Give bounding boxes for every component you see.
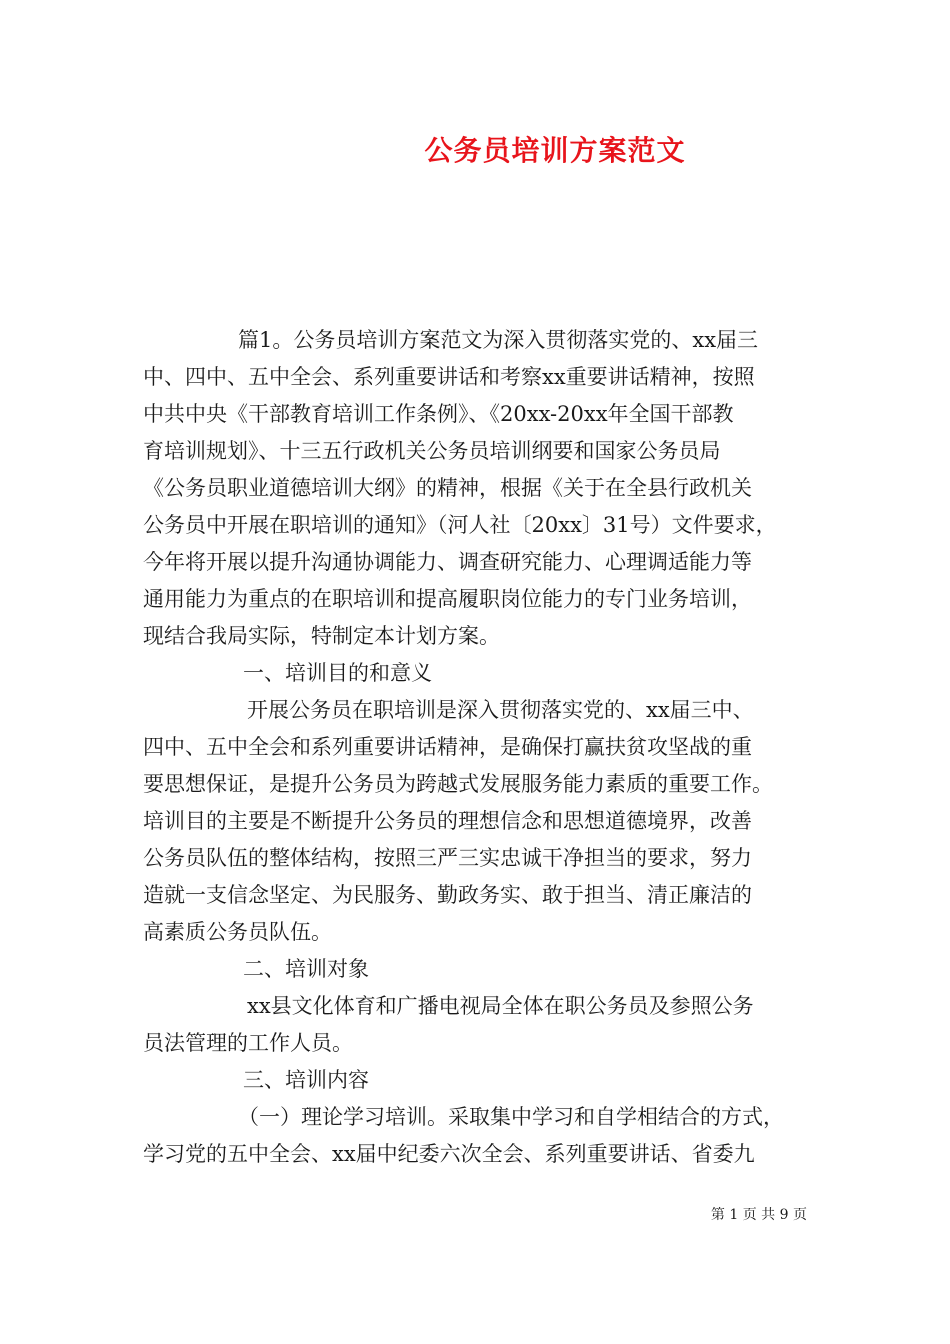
page-title: 公务员培训方案范文 xyxy=(424,134,686,167)
body-line: 《公务员职业道德培训大纲》的精神，根据《关于在全县行政机关 xyxy=(143,476,752,500)
body-line: 现结合我局实际，特制定本计划方案。 xyxy=(143,624,500,648)
body-line: 通用能力为重点的在职培训和提高履职岗位能力的专门业务培训， xyxy=(143,587,752,611)
body-line: 篇1。公务员培训方案范文为深入贯彻落实党的、xx届三 xyxy=(238,328,759,352)
body-line: xx县文化体育和广播电视局全体在职公务员及参照公务 xyxy=(247,994,754,1018)
section-heading: 三、培训内容 xyxy=(243,1068,369,1092)
body-line: （一）理论学习培训。采取集中学习和自学相结合的方式， xyxy=(238,1105,784,1129)
body-line: 开展公务员在职培训是深入贯彻落实党的、xx届三中、 xyxy=(247,698,754,722)
body-line: 今年将开展以提升沟通协调能力、调查研究能力、心理调适能力等 xyxy=(143,550,752,574)
section-heading: 一、培训目的和意义 xyxy=(243,661,432,685)
body-line: 育培训规划》、十三五行政机关公务员培训纲要和国家公务员局 xyxy=(143,439,721,463)
body-line: 培训目的主要是不断提升公务员的理想信念和思想道德境界，改善 xyxy=(143,809,752,833)
page-number-footer: 第 1 页 共 9 页 xyxy=(710,1207,807,1223)
document-body xyxy=(143,322,833,1173)
body-line: 造就一支信念坚定、为民服务、勤政务实、敢于担当、清正廉洁的 xyxy=(143,883,752,907)
body-line: 要思想保证，是提升公务员为跨越式发展服务能力素质的重要工作。 xyxy=(143,772,773,796)
body-line: 学习党的五中全会、xx届中纪委六次全会、系列重要讲话、省委九 xyxy=(143,1142,755,1166)
body-line: 中、四中、五中全会、系列重要讲话和考察xx重要讲话精神，按照 xyxy=(143,365,755,389)
body-line: 中共中央《干部教育培训工作条例》、《20xx-20xx年全国干部教 xyxy=(143,402,734,426)
section-heading: 二、培训对象 xyxy=(243,957,369,981)
body-line: 高素质公务员队伍。 xyxy=(143,920,332,944)
body-line: 四中、五中全会和系列重要讲话精神，是确保打赢扶贫攻坚战的重 xyxy=(143,735,752,759)
body-line: 公务员中开展在职培训的通知》（河人社〔20xx〕31号）文件要求， xyxy=(143,513,777,537)
body-line: 员法管理的工作人员。 xyxy=(143,1031,353,1055)
body-line: 公务员队伍的整体结构，按照三严三实忠诚干净担当的要求，努力 xyxy=(143,846,752,870)
